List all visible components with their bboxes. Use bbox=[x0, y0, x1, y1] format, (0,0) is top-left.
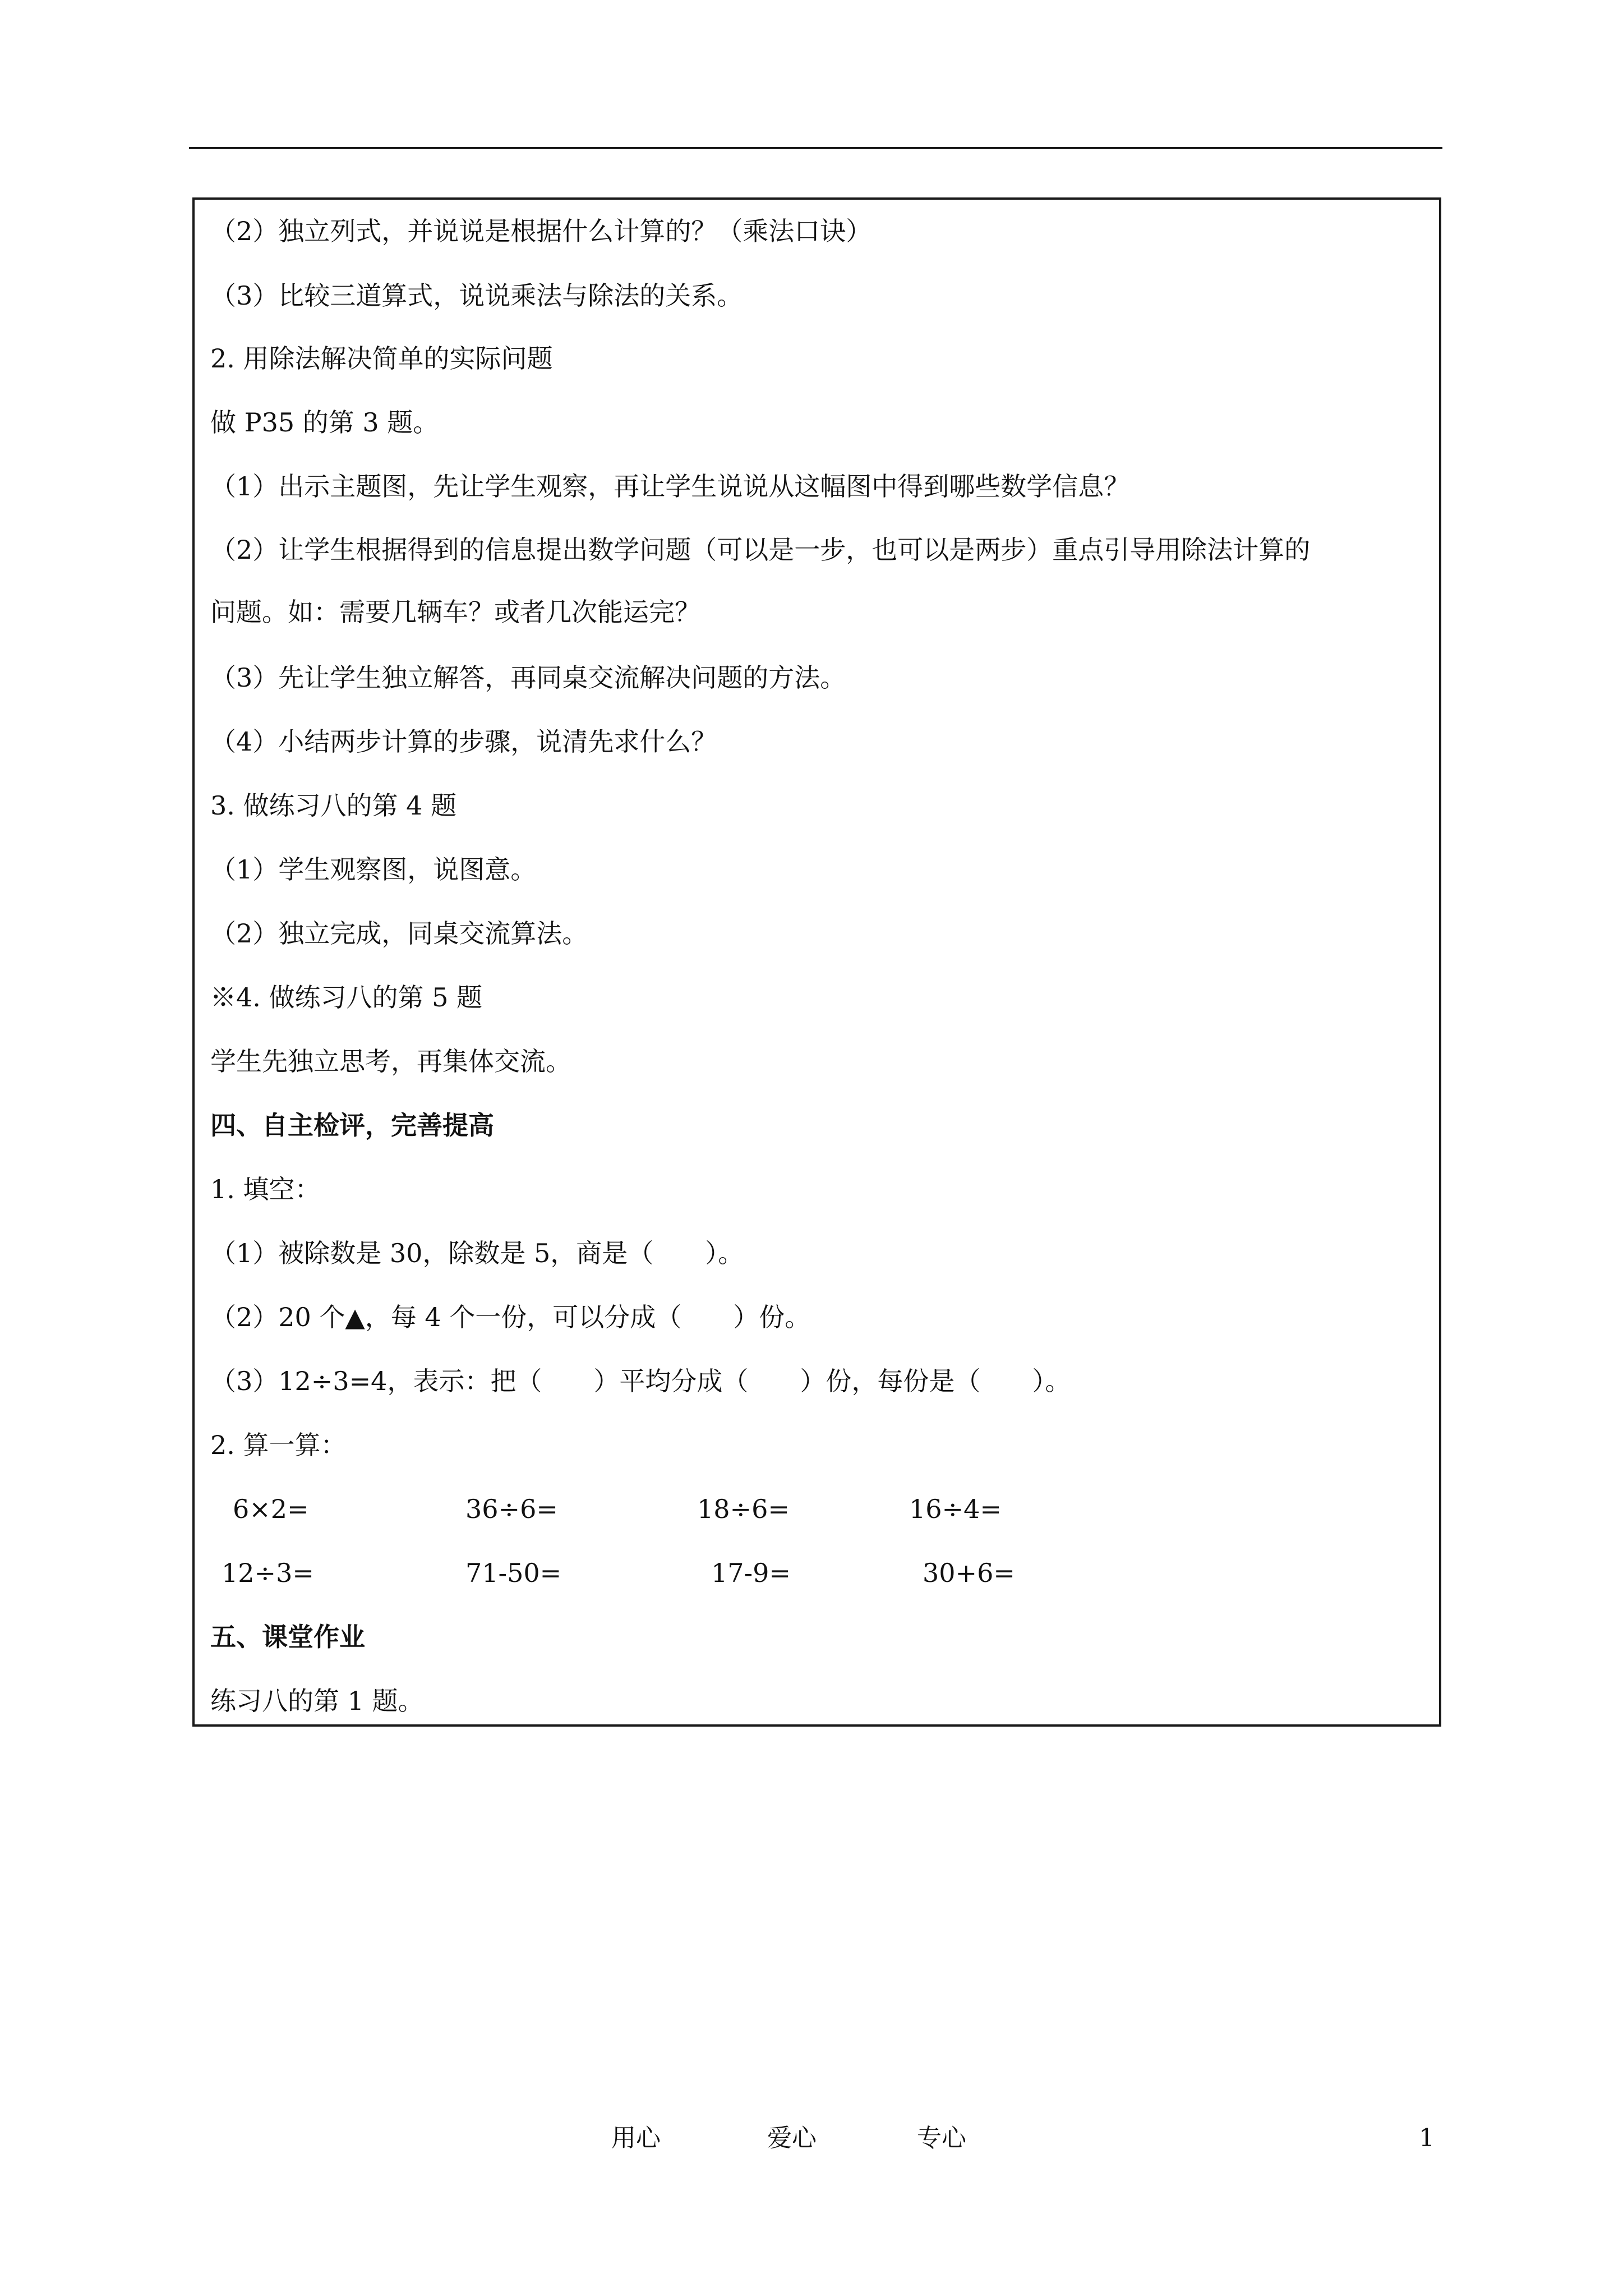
calc-item: 71-50= bbox=[465, 1558, 562, 1588]
exercise-p35-q3: 做 P35 的第 3 题。 bbox=[210, 407, 439, 438]
step-2-ask-questions: （2）让学生根据得到的信息提出数学问题（可以是一步，也可以是两步）重点引导用除法计算的 bbox=[210, 535, 1311, 565]
step-2-continued: 问题。如：需要几辆车？或者几次能运完？ bbox=[210, 597, 700, 627]
fill-in-question-3: （3）12÷3=4，表示：把（ ）平均分成（ ）份，每份是（ ）。 bbox=[210, 1366, 1071, 1396]
part-5-heading: 五、课堂作业 bbox=[210, 1622, 365, 1652]
calculate-heading: 2. 算一算： bbox=[210, 1430, 347, 1460]
footer-motto-3: 专心 bbox=[917, 2124, 966, 2152]
calc-item: 30+6= bbox=[923, 1558, 1015, 1588]
calc-item: 12÷3= bbox=[222, 1558, 314, 1588]
step-3-solve-independently: （3）先让学生独立解答，再同桌交流解决问题的方法。 bbox=[210, 662, 846, 693]
step-4-summarize: （4）小结两步计算的步骤，说清先求什么？ bbox=[210, 726, 717, 757]
calc-item: 18÷6= bbox=[697, 1494, 790, 1524]
section-2-heading: 2. 用除法解决简单的实际问题 bbox=[210, 343, 553, 374]
footer-motto-2: 爱心 bbox=[767, 2124, 817, 2152]
section-3-step-1: （1）学生观察图，说图意。 bbox=[210, 854, 537, 885]
fill-in-question-2: （2）20 个▲，每 4 个一份，可以分成（ ）份。 bbox=[210, 1302, 811, 1332]
page-number: 1 bbox=[1419, 2124, 1435, 2152]
section-4-text: 学生先独立思考，再集体交流。 bbox=[210, 1046, 571, 1076]
section-3-step-2: （2）独立完成，同桌交流算法。 bbox=[210, 918, 588, 949]
fill-in-blank-heading: 1. 填空： bbox=[210, 1174, 321, 1204]
calc-item: 6×2= bbox=[233, 1494, 309, 1524]
calc-item: 36÷6= bbox=[465, 1494, 558, 1524]
header-rule bbox=[189, 147, 1442, 149]
step-3-compare-formulas: （3）比较三道算式，说说乘法与除法的关系。 bbox=[210, 280, 743, 311]
calc-item: 16÷4= bbox=[909, 1494, 1002, 1524]
section-3-heading: 3. 做练习八的第 4 题 bbox=[210, 790, 457, 821]
part-4-heading: 四、自主检评，完善提高 bbox=[210, 1110, 494, 1140]
step-1-show-picture: （1）出示主题图，先让学生观察，再让学生说说从这幅图中得到哪些数学信息？ bbox=[210, 471, 1130, 501]
calc-item: 17-9= bbox=[711, 1558, 791, 1588]
step-2-list-formula: （2）独立列式，并说说是根据什么计算的？（乘法口诀） bbox=[210, 216, 872, 246]
fill-in-question-1: （1）被除数是 30，除数是 5，商是（ ）。 bbox=[210, 1238, 744, 1268]
homework-text: 练习八的第 1 题。 bbox=[210, 1686, 424, 1716]
footer-motto-1: 用心 bbox=[611, 2124, 661, 2152]
section-4-heading: ※4. 做练习八的第 5 题 bbox=[210, 982, 483, 1013]
